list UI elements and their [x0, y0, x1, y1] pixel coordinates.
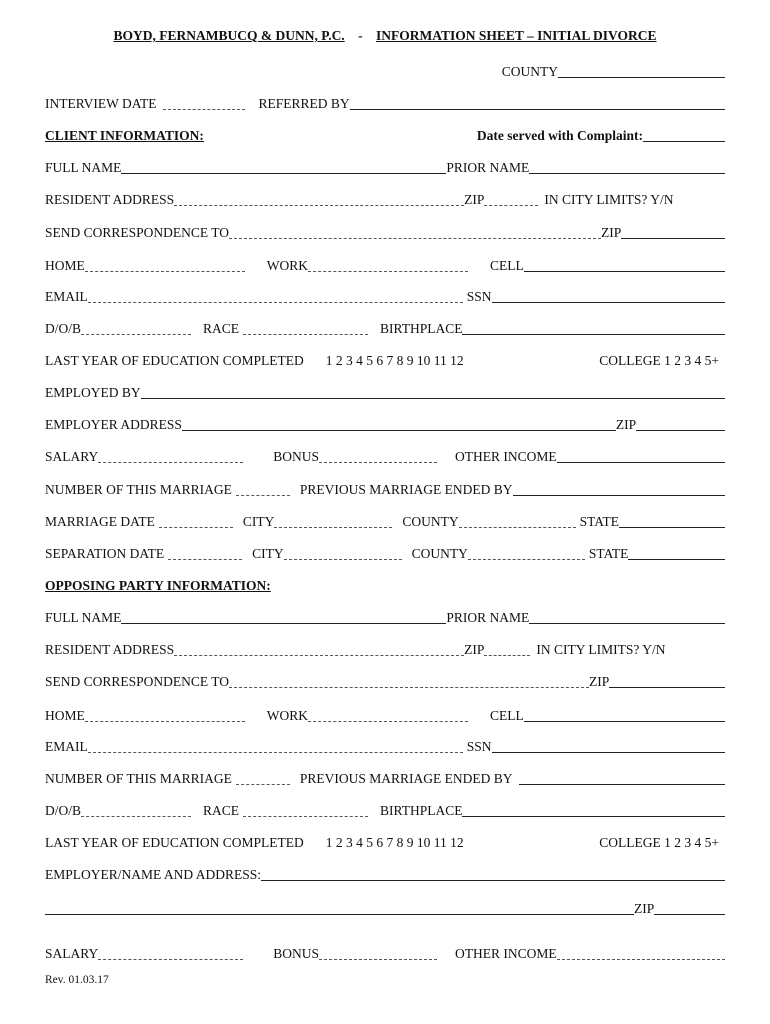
client-marriage-number-label: NUMBER OF THIS MARRIAGE [45, 482, 232, 497]
opposing-zip-label: ZIP [464, 642, 485, 657]
client-employer-address-row [45, 415, 725, 433]
opposing-phone-row [45, 706, 725, 724]
opposing-email-label: EMAIL [45, 739, 88, 754]
opposing-income-row [45, 944, 725, 962]
client-dob-field[interactable] [81, 334, 191, 335]
interview-row [45, 94, 725, 112]
client-heading-row [45, 126, 725, 144]
client-home-field[interactable] [85, 271, 245, 272]
client-address-label: RESIDENT ADDRESS [45, 192, 175, 207]
client-separation-city-label: CITY [252, 546, 284, 561]
client-email-field[interactable] [88, 302, 463, 303]
client-race-field[interactable] [243, 334, 368, 335]
opposing-salary-label: SALARY [45, 946, 99, 961]
client-separation-row [45, 544, 725, 562]
client-correspondence-zip-field[interactable] [621, 238, 725, 239]
opposing-birthplace-label: BIRTHPLACE [380, 803, 463, 818]
opposing-dob-field[interactable] [81, 816, 191, 817]
client-birthplace-field[interactable] [462, 334, 725, 335]
client-work-field[interactable] [308, 271, 468, 272]
opposing-cell-label: CELL [490, 708, 524, 723]
title-separator: - [358, 28, 363, 43]
client-email-row [45, 287, 725, 305]
opposing-email-field[interactable] [88, 752, 463, 753]
client-dob-row [45, 319, 725, 337]
opposing-full-name-label: FULL NAME [45, 610, 122, 625]
opposing-correspondence-field[interactable] [229, 687, 589, 688]
client-previous-marriage-label: PREVIOUS MARRIAGE ENDED BY [299, 482, 513, 497]
client-address-row [45, 190, 725, 208]
opposing-education-row [45, 833, 725, 851]
client-separation-city-field[interactable] [284, 559, 402, 560]
opposing-address-field[interactable] [174, 655, 464, 656]
opposing-employer-field[interactable] [261, 880, 725, 881]
opposing-info-heading: OPPOSING PARTY INFORMATION: [45, 578, 271, 593]
client-info-heading: CLIENT INFORMATION: [45, 128, 204, 143]
opposing-ssn-field[interactable] [492, 752, 725, 753]
client-employed-by-label: EMPLOYED BY [45, 385, 141, 400]
opposing-zip-field[interactable] [484, 655, 530, 656]
opposing-correspondence-zip-field[interactable] [609, 687, 725, 688]
interview-date-field[interactable] [163, 109, 245, 110]
client-marriage-date-field[interactable] [159, 527, 233, 528]
client-separation-state-field[interactable] [628, 559, 725, 560]
opposing-prior-name-label: PRIOR NAME [446, 610, 530, 625]
interview-date-label: INTERVIEW DATE [45, 96, 157, 111]
client-employer-address-field[interactable] [182, 430, 616, 431]
client-marriage-county-field[interactable] [459, 527, 576, 528]
client-marriage-date-label: MARRIAGE DATE [45, 514, 155, 529]
form-title [0, 28, 770, 44]
opposing-marriage-number-label: NUMBER OF THIS MARRIAGE [45, 771, 232, 786]
opposing-education-label: LAST YEAR OF EDUCATION COMPLETED [45, 835, 304, 850]
referred-by-field[interactable] [350, 109, 725, 110]
opposing-marriage-number-field[interactable] [236, 784, 290, 785]
opposing-city-limits: IN CITY LIMITS? Y/N [536, 642, 666, 657]
opposing-prior-name-field[interactable] [529, 623, 725, 624]
revision-note: Rev. 01.03.17 [45, 974, 109, 986]
opposing-home-field[interactable] [85, 721, 245, 722]
referred-by-label: REFERRED BY [258, 96, 350, 111]
opposing-birthplace-field[interactable] [462, 816, 725, 817]
opposing-name-row [45, 608, 725, 626]
client-correspondence-zip-label: ZIP [601, 225, 622, 240]
opposing-work-label: WORK [266, 708, 308, 723]
client-employed-by-field[interactable] [141, 398, 725, 399]
client-employer-address-label: EMPLOYER ADDRESS [45, 417, 182, 432]
client-marriage-city-label: CITY [242, 514, 275, 529]
client-employed-row [45, 383, 725, 401]
client-zip-label: ZIP [464, 192, 485, 207]
opposing-college-options[interactable]: COLLEGE 1 2 3 4 5+ [599, 835, 719, 850]
opposing-bonus-field[interactable] [319, 959, 437, 960]
opposing-race-label: RACE [203, 803, 240, 818]
opposing-correspondence-row [45, 672, 725, 690]
client-city-limits: IN CITY LIMITS? Y/N [544, 192, 674, 207]
client-other-income-label: OTHER INCOME [455, 449, 557, 464]
client-college-options[interactable]: COLLEGE 1 2 3 4 5+ [599, 353, 719, 368]
client-ssn-field[interactable] [492, 302, 725, 303]
opposing-other-income-field[interactable] [557, 959, 725, 960]
client-marriage-date-row [45, 512, 725, 530]
client-marriage-state-field[interactable] [619, 527, 725, 528]
opposing-marriage-number-row [45, 769, 725, 787]
opposing-address-label: RESIDENT ADDRESS [45, 642, 175, 657]
county-row [45, 62, 725, 80]
client-income-row [45, 447, 725, 465]
opposing-full-name-field[interactable] [121, 623, 446, 624]
opposing-employer-line2-field[interactable] [45, 914, 634, 915]
client-marriage-state-label: STATE [579, 514, 620, 529]
opposing-address-row [45, 640, 725, 658]
county-label: COUNTY [501, 64, 558, 79]
client-work-label: WORK [266, 258, 308, 273]
client-full-name-field[interactable] [121, 173, 446, 174]
opposing-previous-marriage-label: PREVIOUS MARRIAGE ENDED BY [299, 771, 513, 786]
client-separation-date-label: SEPARATION DATE [45, 546, 165, 561]
client-name-row [45, 158, 725, 176]
client-address-field[interactable] [174, 205, 464, 206]
opposing-email-row [45, 737, 725, 755]
opposing-salary-field[interactable] [98, 959, 243, 960]
client-salary-label: SALARY [45, 449, 99, 464]
client-previous-marriage-field[interactable] [513, 495, 725, 496]
client-marriage-county-label: COUNTY [402, 514, 459, 529]
date-served-label: Date served with Complaint: [476, 128, 643, 143]
opposing-correspondence-label: SEND CORRESPONDENCE TO [45, 674, 230, 689]
client-education-label: LAST YEAR OF EDUCATION COMPLETED [45, 353, 304, 368]
client-bonus-field[interactable] [319, 462, 437, 463]
client-home-label: HOME [45, 258, 85, 273]
client-dob-label: D/O/B [45, 321, 82, 336]
client-marriage-number-row [45, 480, 725, 498]
opposing-home-label: HOME [45, 708, 85, 723]
client-phone-row [45, 256, 725, 274]
client-grades-options[interactable]: 1 2 3 4 5 6 7 8 9 10 11 12 [325, 353, 464, 368]
opposing-bonus-label: BONUS [273, 946, 320, 961]
opposing-grades-options[interactable]: 1 2 3 4 5 6 7 8 9 10 11 12 [325, 835, 464, 850]
client-separation-county-field[interactable] [468, 559, 585, 560]
client-birthplace-label: BIRTHPLACE [380, 321, 463, 336]
opposing-correspondence-zip-label: ZIP [589, 674, 610, 689]
client-prior-name-field[interactable] [529, 173, 725, 174]
client-ssn-label: SSN [466, 289, 492, 304]
client-employer-zip-field[interactable] [636, 430, 725, 431]
county-field[interactable] [558, 77, 725, 78]
client-prior-name-label: PRIOR NAME [446, 160, 530, 175]
client-cell-label: CELL [490, 258, 524, 273]
opposing-employer-zip-label: ZIP [634, 901, 655, 916]
client-marriage-city-field[interactable] [274, 527, 392, 528]
opposing-dob-row [45, 801, 725, 819]
client-separation-state-label: STATE [588, 546, 629, 561]
sheet-title: INFORMATION SHEET – INITIAL DIVORCE [375, 28, 657, 43]
client-other-income-field[interactable] [557, 462, 725, 463]
client-zip-field[interactable] [484, 205, 538, 206]
client-marriage-number-field[interactable] [236, 495, 290, 496]
opposing-work-field[interactable] [308, 721, 468, 722]
client-correspondence-row [45, 223, 725, 241]
client-correspondence-label: SEND CORRESPONDENCE TO [45, 225, 230, 240]
opposing-heading-row [45, 576, 725, 594]
firm-name: BOYD, FERNAMBUCQ & DUNN, P.C. [113, 28, 345, 43]
client-employer-zip-label: ZIP [615, 417, 637, 432]
client-separation-date-field[interactable] [168, 559, 242, 560]
opposing-employer-row [45, 865, 725, 883]
opposing-employer-zip-field[interactable] [654, 914, 725, 915]
opposing-dob-label: D/O/B [45, 803, 82, 818]
opposing-employer-line2-row [45, 899, 725, 917]
opposing-race-field[interactable] [243, 816, 368, 817]
opposing-cell-field[interactable] [524, 721, 725, 722]
client-education-row [45, 351, 725, 369]
client-full-name-label: FULL NAME [45, 160, 122, 175]
opposing-ssn-label: SSN [466, 739, 492, 754]
opposing-other-income-label: OTHER INCOME [455, 946, 557, 961]
client-race-label: RACE [203, 321, 240, 336]
client-salary-field[interactable] [98, 462, 243, 463]
client-separation-county-label: COUNTY [411, 546, 468, 561]
client-cell-field[interactable] [524, 271, 725, 272]
opposing-employer-label: EMPLOYER/NAME AND ADDRESS: [45, 867, 262, 882]
client-bonus-label: BONUS [273, 449, 320, 464]
client-email-label: EMAIL [45, 289, 88, 304]
date-served-field[interactable] [643, 141, 725, 142]
client-correspondence-field[interactable] [229, 238, 601, 239]
opposing-previous-marriage-field[interactable] [519, 784, 725, 785]
